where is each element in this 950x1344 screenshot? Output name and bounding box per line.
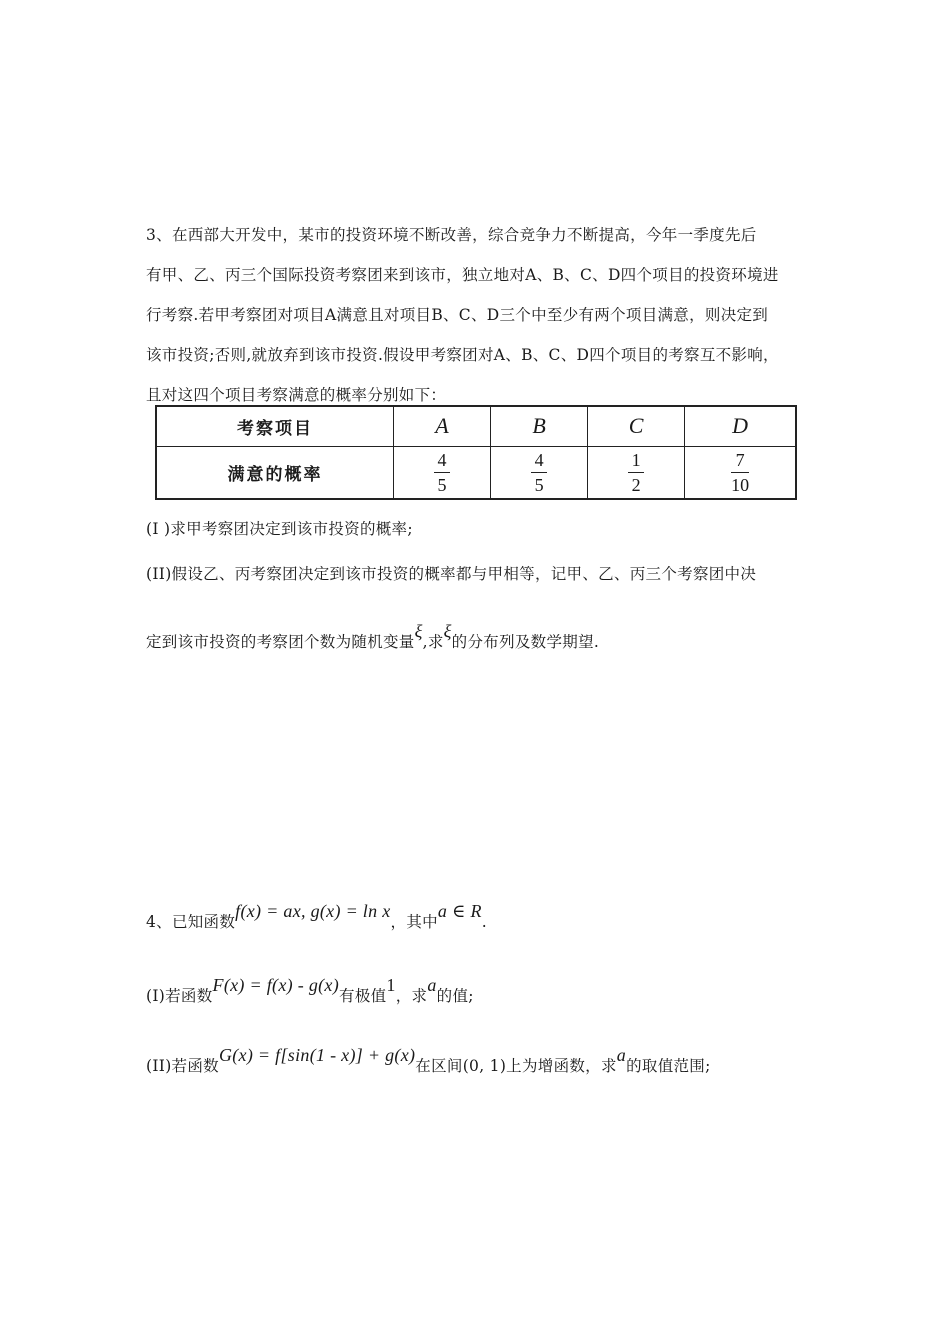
column-c: C <box>588 406 685 446</box>
q4-p2-end: 的取值范围; <box>626 1057 711 1075</box>
q4-formula: f(x) = ax, g(x) = ln x <box>235 901 391 921</box>
prob-d-num: 7 <box>735 449 745 470</box>
table-row2-label: 满意的概率 <box>156 446 394 499</box>
prob-d-den: 10 <box>731 474 750 495</box>
prob-a-num: 4 <box>437 449 447 470</box>
q4-p1-a: a <box>427 975 437 995</box>
q4-p1-end: 的值; <box>436 987 474 1005</box>
q4-p2-prefix: (II)若函数 <box>146 1057 219 1075</box>
prob-b <box>491 446 588 499</box>
prob-a <box>394 446 491 499</box>
q4-intro <box>146 901 487 932</box>
q3-line-2: 有甲、乙、丙三个国际投资考察团来到该市，独立地对A、B、C、D四个项目的投资环境进 <box>146 266 779 284</box>
q3-part2b-mid: ,求 <box>422 633 444 651</box>
q3-part2: (II)假设乙、丙考察团决定到该市投资的概率都与甲相等，记甲、乙、丙三个考察团中决 <box>146 565 757 583</box>
q4-mid: ，其中 <box>390 913 438 931</box>
q4-p1-mid2: ，求 <box>395 987 428 1005</box>
prob-b-den: 5 <box>534 474 544 495</box>
prob-c <box>588 446 685 499</box>
q4-p1-value: 1 <box>386 975 396 995</box>
q4-part1 <box>146 975 474 1006</box>
q4-p1-formula: F(x) = f(x) - g(x) <box>212 975 340 995</box>
q4-prefix: 4、已知函数 <box>146 913 236 931</box>
q4-part2 <box>146 1045 711 1076</box>
q4-p1-mid: 有极值 <box>339 987 387 1005</box>
q3-part1: (I )求甲考察团决定到该市投资的概率; <box>146 520 413 538</box>
q4-cond: a ∈ R <box>437 901 482 921</box>
q3-line-5: 且对这四个项目考察满意的概率分别如下： <box>146 386 447 404</box>
xi-symbol-2: ξ <box>443 621 452 641</box>
q3-part2-cont <box>146 621 600 652</box>
q4-p2-formula: G(x) = f[sin(1 - x)] + g(x) <box>218 1045 416 1065</box>
prob-d <box>685 446 796 499</box>
column-a: A <box>394 406 491 446</box>
table-header-row <box>156 406 796 446</box>
q4-p2-a: a <box>616 1045 627 1065</box>
q4-p2-mid: 在区间(0, 1)上为增函数，求 <box>415 1057 617 1075</box>
prob-b-num: 4 <box>534 449 544 470</box>
prob-c-num: 1 <box>631 449 641 470</box>
q3-line-4: 该市投资;否则,就放弃到该市投资.假设甲考察团对A、B、C、D四个项目的考察互不影响， <box>146 346 779 364</box>
q3-part2b-prefix: 定到该市投资的考察团个数为随机变量 <box>146 633 415 651</box>
xi-symbol: ξ <box>414 621 423 641</box>
prob-c-den: 2 <box>631 474 641 495</box>
table-probability-row <box>156 446 796 499</box>
q3-line-3: 行考察.若甲考察团对项目A满意且对项目B、C、D三个中至少有两个项目满意，则决定到 <box>146 306 769 324</box>
q3-line-1: 3、在西部大开发中，某市的投资环境不断改善，综合竞争力不断提高，今年一季度先后 <box>146 226 757 244</box>
table-row1-label: 考察项目 <box>156 406 394 446</box>
prob-a-den: 5 <box>437 474 447 495</box>
q4-p1-prefix: (I)若函数 <box>146 987 213 1005</box>
probability-table <box>155 405 797 500</box>
column-b: B <box>491 406 588 446</box>
q3-part2b-suffix: 的分布列及数学期望. <box>451 633 600 651</box>
q4-end: . <box>481 913 487 931</box>
column-d: D <box>685 406 796 446</box>
